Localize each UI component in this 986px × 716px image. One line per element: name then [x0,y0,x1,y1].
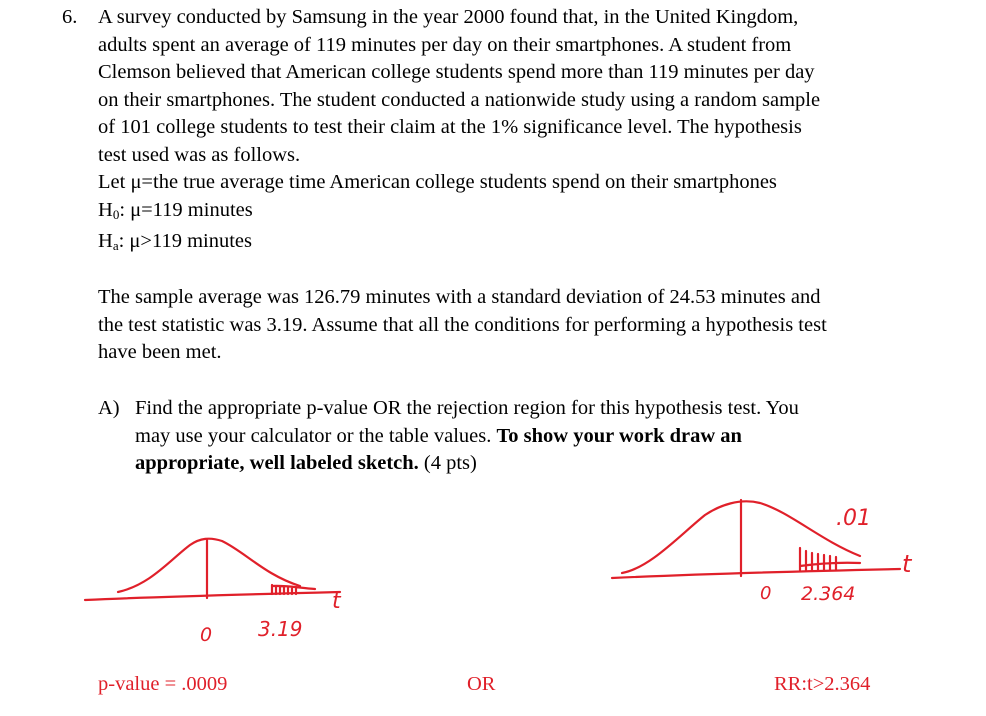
left-curve [118,539,300,592]
intro-line: of 101 college students to test their claim at the 1% significance level. The hypothesis [98,116,802,138]
parameter-definition: Let μ=the true average time American college students spend on their smartphones [98,171,777,193]
left-axis [85,592,340,600]
or-separator: OR [467,673,496,695]
null-hypothesis: $H_0$: μ=119 minutes [98,198,253,222]
intro-line: adults spent an average of 119 minutes per day on their smartphones. A student from [98,33,792,56]
right-critical-label: 2.364 [801,583,856,605]
right-axis [612,569,900,578]
part-a-line: appropriate, well labeled sketch. (4 pts) [135,452,477,474]
left-center-label: 0 [200,624,213,646]
intro-line: on their smartphones. The student conducted a nationwide study using a random sample [98,88,821,111]
part-a-line: Find the appropriate p-value OR the rejection region for this hypothesis test. You [135,397,799,419]
part-a-label: A) [98,397,120,419]
sample-line: The sample average was 126.79 minutes with a standard deviation of 24.53 minutes and [98,286,821,308]
sample-line: the test statistic was 3.19. Assume that all the conditions for performing a hypothesis test [98,313,827,336]
sample-line: have been met. [98,341,222,363]
right-center-label: 0 [760,583,772,604]
problem-number: 6. [62,6,78,28]
right-alpha-label: .01 [836,506,871,531]
left-axis-label: t [332,589,341,614]
intro-line: A survey conducted by Samsung in the year 2000 found that, in the United Kingdom, [98,6,799,28]
intro-line: Clemson believed that American college students spend more than 119 minutes per day [98,61,815,83]
rejection-region-answer: RR:t>2.364 [774,673,871,695]
intro-line: test used was as follows. [98,143,301,166]
alternative-hypothesis: $H_a$: μ>119 minutes [98,230,252,253]
right-axis-label: t [902,550,912,578]
p-value-answer: p-value = .0009 [98,673,228,695]
part-a-line: may use your calculator or the table values. To show your work draw an [135,424,742,447]
left-stat-label: 3.19 [258,617,303,641]
